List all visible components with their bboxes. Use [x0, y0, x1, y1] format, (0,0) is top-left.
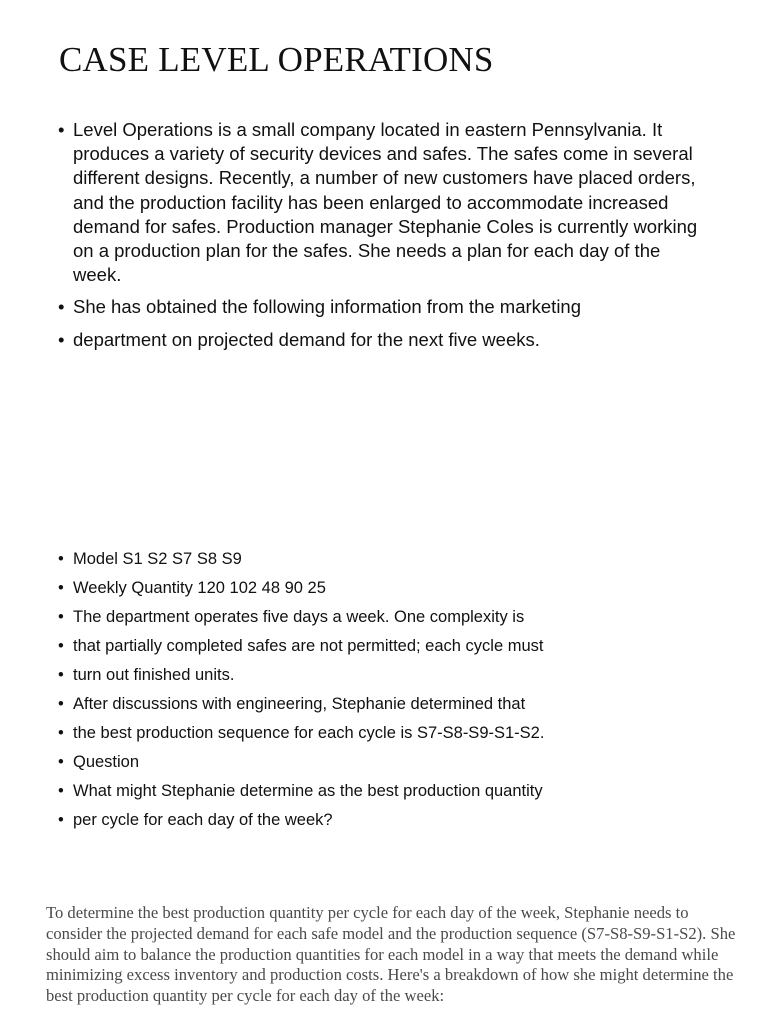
- detail-bullet-production-sequence: • the best production sequence for each cycle is S7-S8-S9-S1-S2.: [58, 723, 678, 743]
- detail-bullet-finished-units: • turn out finished units.: [58, 665, 678, 685]
- detail-bullet-engineering: • After discussions with engineering, Stephanie determined that: [58, 694, 678, 714]
- detail-bullet-question-line-1: • What might Stephanie determine as the best production quantity: [58, 781, 678, 801]
- detail-bullet-operating-days: • The department operates five days a week. One complexity is: [58, 607, 678, 627]
- detail-bullet-question-line-2: • per cycle for each day of the week?: [58, 810, 678, 830]
- detail-bullet-partial-safes: • that partially completed safes are not permitted; each cycle must: [58, 636, 678, 656]
- intro-bullet-marketing-info: • She has obtained the following information from the marketing: [58, 295, 708, 319]
- page-title: CASE LEVEL OPERATIONS: [59, 40, 494, 79]
- intro-bullet-company-description: • Level Operations is a small company located in eastern Pennsylvania. It produces a variety of security devices and safes. The safes come in several different designs. Recently, a number of new customers have placed orders, and the production facility has been enlarged to accommodate increased demand for safes. Production manager Stephanie Coles is currently working on a production plan for the safes. She needs a plan for each day of the week.: [58, 118, 708, 287]
- intro-bullet-list: [58, 118, 708, 360]
- intro-bullet-projected-demand: • department on projected demand for the next five weeks.: [58, 328, 708, 352]
- detail-bullet-weekly-quantity: • Weekly Quantity 120 102 48 90 25: [58, 578, 678, 598]
- detail-bullet-list: [58, 549, 678, 839]
- answer-paragraph: To determine the best production quantity per cycle for each day of the week, Stephanie needs to consider the projected demand for each safe model and the production sequence (S7-S8-S9-S1-S2). She should aim to balance the production quantities for each model in a way that meets the demand while minimizing excess inventory and production costs. Here's a breakdown of how she might determine the best production quantity per cycle for each day of the week:: [46, 903, 736, 1006]
- detail-bullet-question-heading: • Question: [58, 752, 678, 772]
- detail-bullet-models: • Model S1 S2 S7 S8 S9: [58, 549, 678, 569]
